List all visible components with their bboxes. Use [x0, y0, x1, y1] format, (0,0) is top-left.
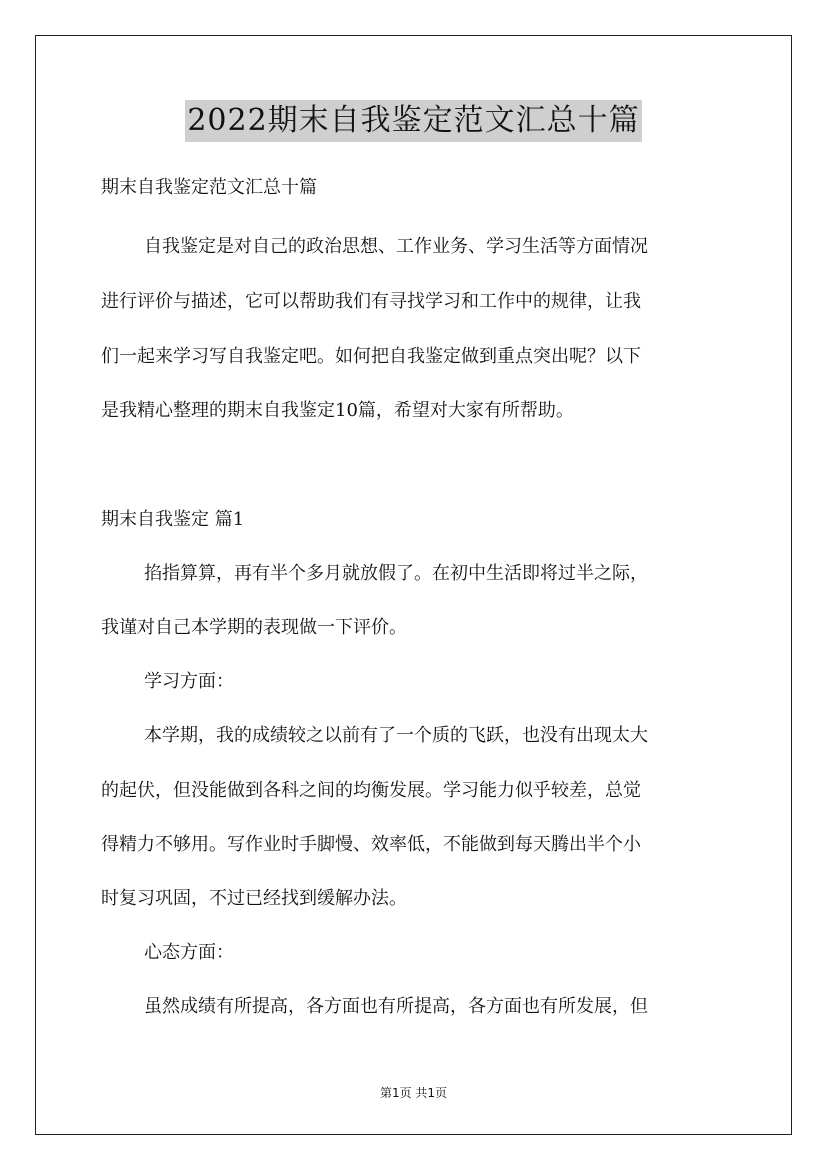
title-container [0, 100, 827, 142]
paragraph-line: 虽然成绩有所提高，各方面也有所提高，各方面也有所发展，但 [144, 996, 648, 1017]
intro-line: 进行评价与描述，它可以帮助我们有寻找学习和工作中的规律，让我 [101, 291, 641, 312]
paragraph-line: 掐指算算，再有半个多月就放假了。在初中生活即将过半之际， [144, 563, 648, 584]
paragraph-line: 本学期，我的成绩较之以前有了一个质的飞跃，也没有出现太大 [144, 725, 648, 746]
paragraph-line: 我谨对自己本学期的表现做一下评价。 [101, 617, 407, 638]
page-footer [0, 1084, 827, 1101]
document-title: 2022期末自我鉴定范文汇总十篇 [185, 100, 641, 142]
section-heading: 期末自我鉴定 篇1 [101, 509, 245, 530]
intro-line: 是我精心整理的期末自我鉴定10篇，希望对大家有所帮助。 [101, 400, 574, 421]
paragraph-line: 得精力不够用。写作业时手脚慢、效率低，不能做到每天腾出半个小 [101, 834, 641, 855]
paragraph-line: 的起伏，但没能做到各科之间的均衡发展。学习能力似乎较差，总觉 [101, 780, 641, 801]
mind-heading: 心态方面： [144, 942, 234, 963]
intro-line: 自我鉴定是对自己的政治思想、工作业务、学习生活等方面情况 [144, 236, 648, 257]
page-number: 第1页 共1页 [379, 1086, 448, 1100]
study-heading: 学习方面： [144, 671, 234, 692]
subtitle: 期末自我鉴定范文汇总十篇 [101, 177, 317, 198]
paragraph-line: 时复习巩固，不过已经找到缓解办法。 [101, 888, 407, 909]
intro-line: 们一起来学习写自我鉴定吧。如何把自我鉴定做到重点突出呢？以下 [101, 346, 641, 367]
